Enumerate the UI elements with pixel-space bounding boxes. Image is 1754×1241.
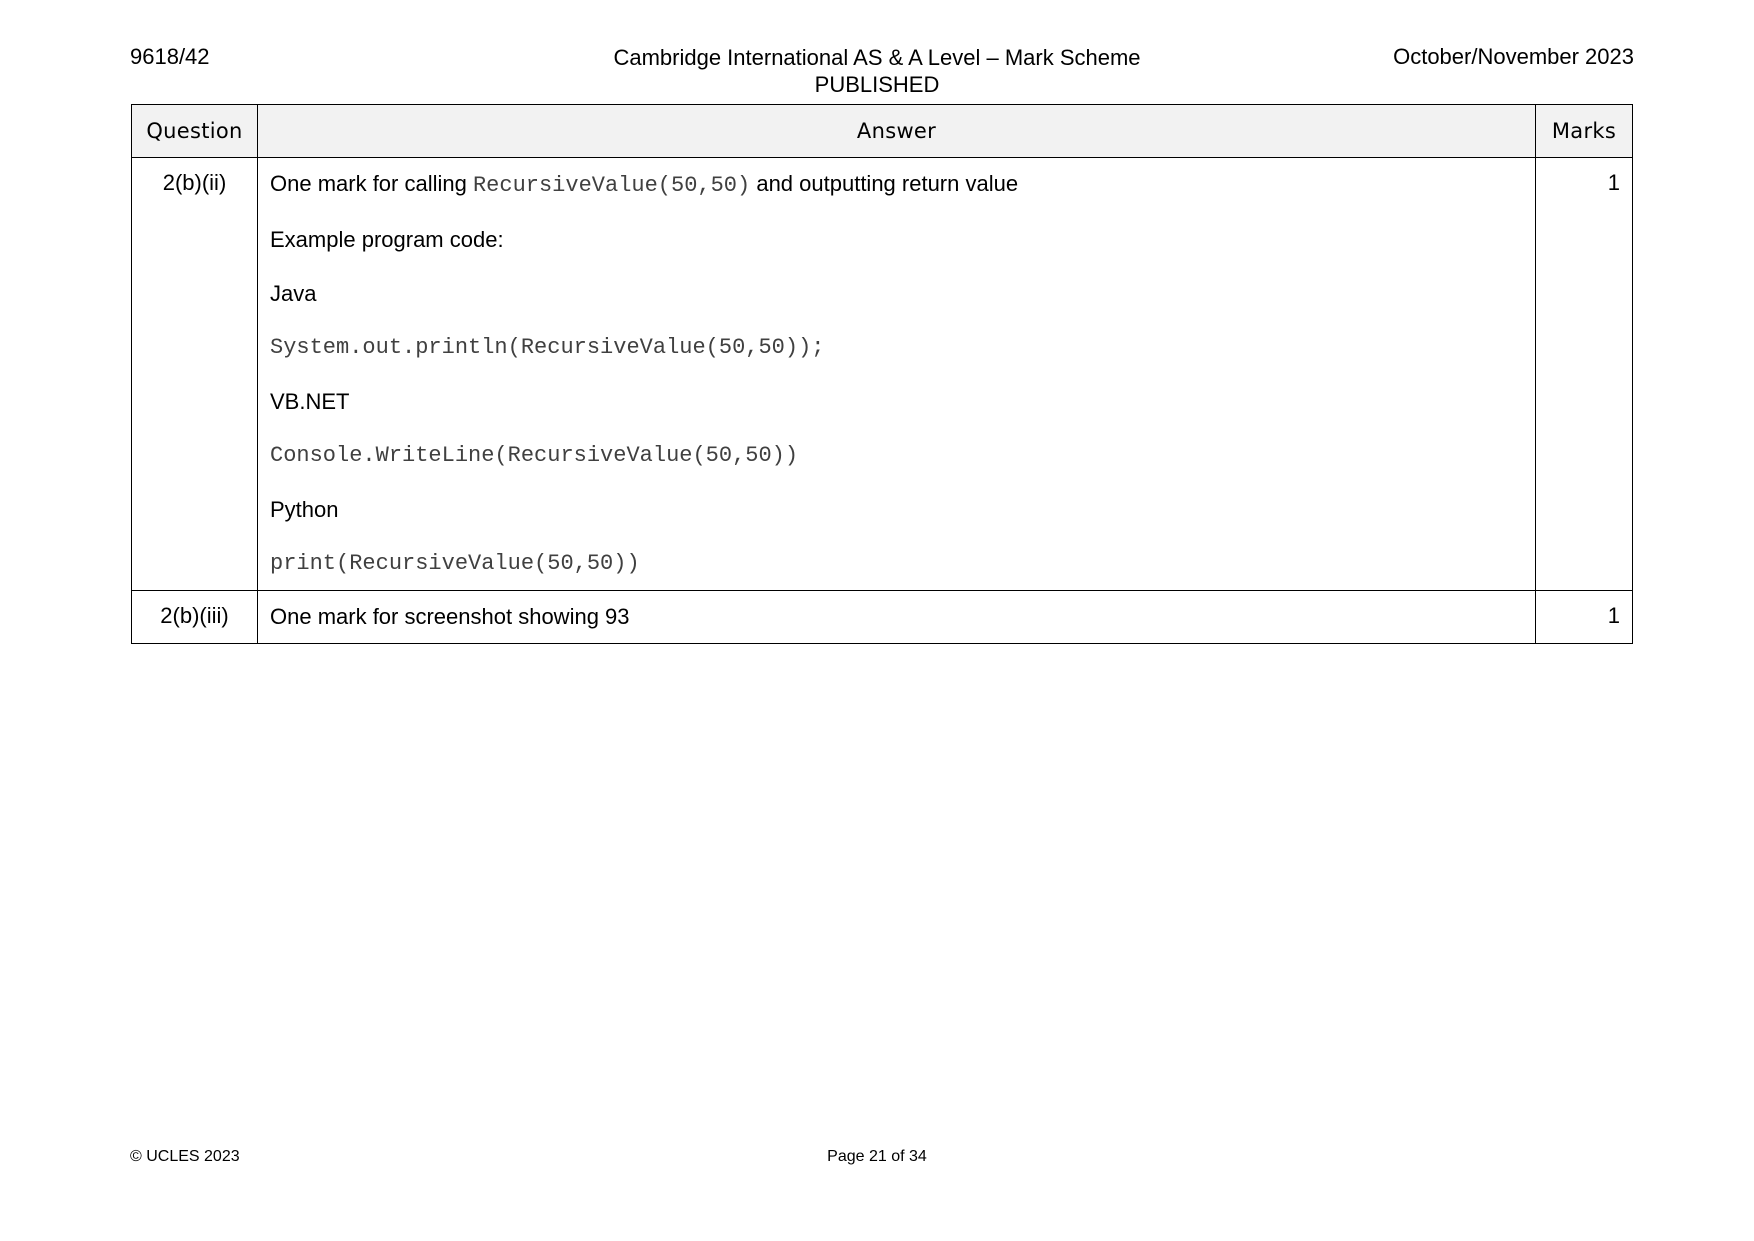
vbnet-label: VB.NET	[270, 389, 350, 414]
question-number: 2(b)(ii)	[132, 158, 258, 591]
column-header-answer: Answer	[258, 105, 1536, 158]
mark-scheme-table	[131, 104, 1633, 644]
vbnet-code: Console.WriteLine(RecursiveValue(50,50))	[270, 443, 799, 468]
mark-scheme-title: Cambridge International AS & A Level – Mark Scheme	[613, 45, 1141, 70]
example-label: Example program code:	[270, 227, 504, 252]
exam-session: October/November 2023	[1393, 44, 1634, 69]
answer-cell	[258, 158, 1536, 591]
page-number: Page 21 of 34	[827, 1148, 927, 1165]
marking-criterion: One mark for screenshot showing 93	[270, 604, 630, 629]
question-number: 2(b)(iii)	[132, 591, 258, 644]
published-label: PUBLISHED	[814, 72, 940, 97]
criterion-text-start: One mark for calling	[270, 171, 473, 196]
table-row	[132, 591, 1633, 644]
criterion-text-end: and outputting return value	[750, 171, 1019, 196]
document-title	[477, 44, 1277, 98]
copyright: © UCLES 2023	[130, 1148, 240, 1165]
java-code: System.out.println(RecursiveValue(50,50));	[270, 335, 825, 360]
column-header-marks: Marks	[1536, 105, 1633, 158]
marking-criterion	[270, 170, 1523, 200]
criterion-code: RecursiveValue(50,50)	[472, 173, 751, 198]
table-row	[132, 158, 1633, 591]
python-label: Python	[270, 497, 339, 522]
paper-code: 9618/42	[130, 44, 210, 69]
table-header-row	[132, 105, 1633, 158]
answer-cell	[258, 591, 1536, 644]
java-label: Java	[270, 281, 317, 306]
marks-value: 1	[1536, 591, 1633, 644]
marks-value: 1	[1536, 158, 1633, 591]
column-header-question: Question	[132, 105, 258, 158]
python-code: print(RecursiveValue(50,50))	[270, 551, 640, 576]
